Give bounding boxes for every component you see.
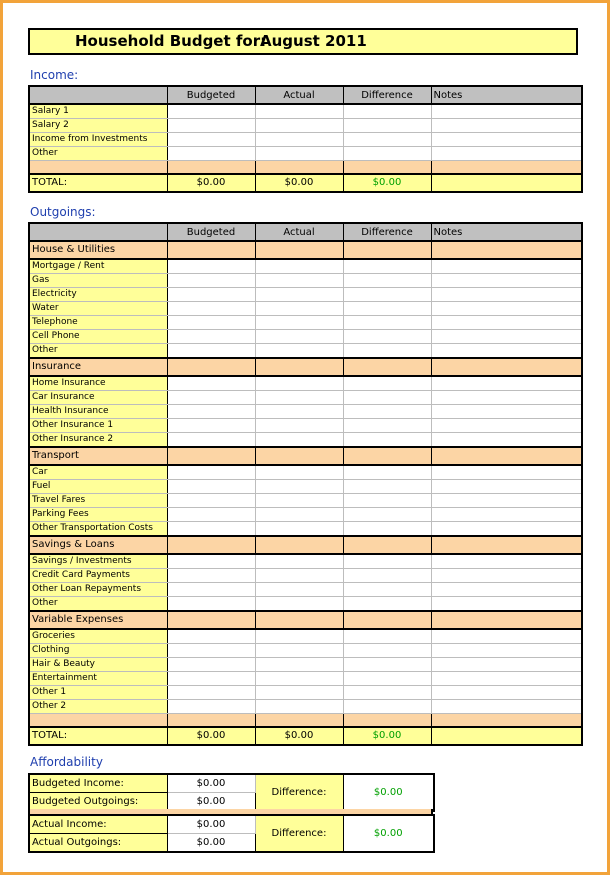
outgoings-item-actual-cell[interactable] — [255, 569, 343, 583]
outgoings-header-budgeted: Budgeted — [167, 223, 255, 241]
income-item-budgeted-cell[interactable] — [167, 119, 255, 133]
outgoings-item-difference-cell[interactable] — [343, 508, 431, 522]
outgoings-item-budgeted-cell[interactable] — [167, 330, 255, 344]
outgoings-item-label: Other — [29, 344, 167, 359]
budgeted-income-label: Budgeted Income: — [29, 774, 167, 793]
income-item-actual-cell[interactable] — [255, 119, 343, 133]
income-item-actual-cell[interactable] — [255, 147, 343, 161]
outgoings-item-budgeted-cell[interactable] — [167, 597, 255, 612]
outgoings-item-notes-cell[interactable] — [431, 419, 582, 433]
income-item-budgeted-cell[interactable] — [167, 133, 255, 147]
outgoings-item-notes-cell[interactable] — [431, 302, 582, 316]
outgoings-item-difference-cell[interactable] — [343, 554, 431, 569]
outgoings-item-row — [29, 644, 582, 658]
outgoings-total-notes[interactable] — [431, 727, 582, 745]
budgeted-difference-label: Difference: — [255, 774, 343, 811]
outgoings-item-budgeted-cell[interactable] — [167, 686, 255, 700]
outgoings-item-notes-cell[interactable] — [431, 330, 582, 344]
budgeted-income-value: $0.00 — [167, 774, 255, 793]
outgoings-item-difference-cell[interactable] — [343, 672, 431, 686]
outgoings-item-notes-cell[interactable] — [431, 376, 582, 391]
income-item-row — [29, 147, 582, 161]
outgoings-item-notes-cell[interactable] — [431, 569, 582, 583]
outgoings-item-difference-cell[interactable] — [343, 644, 431, 658]
outgoings-item-row — [29, 330, 582, 344]
outgoings-item-label: Hair & Beauty — [29, 658, 167, 672]
income-item-label: Income from Investments — [29, 133, 167, 147]
outgoings-item-difference-cell[interactable] — [343, 480, 431, 494]
outgoings-group-name: Transport — [29, 447, 167, 465]
income-item-notes-cell[interactable] — [431, 133, 582, 147]
outgoings-item-notes-cell[interactable] — [431, 672, 582, 686]
outgoings-item-actual-cell[interactable] — [255, 274, 343, 288]
income-item-label: Other — [29, 147, 167, 161]
income-header-difference: Difference — [343, 86, 431, 104]
outgoings-item-notes-cell[interactable] — [431, 554, 582, 569]
outgoings-item-row — [29, 465, 582, 480]
outgoings-item-actual-cell[interactable] — [255, 391, 343, 405]
income-item-notes-cell[interactable] — [431, 104, 582, 119]
income-item-row — [29, 133, 582, 147]
outgoings-item-notes-cell[interactable] — [431, 480, 582, 494]
outgoings-item-notes-cell[interactable] — [431, 629, 582, 644]
outgoings-item-label: Car — [29, 465, 167, 480]
outgoings-group-row — [29, 358, 582, 376]
outgoings-item-row — [29, 376, 582, 391]
outgoings-item-difference-cell[interactable] — [343, 302, 431, 316]
outgoings-total-budgeted: $0.00 — [167, 727, 255, 745]
outgoings-spacer-row — [29, 714, 582, 728]
outgoings-item-row — [29, 658, 582, 672]
outgoings-item-budgeted-cell[interactable] — [167, 522, 255, 537]
outgoings-item-budgeted-cell[interactable] — [167, 344, 255, 359]
outgoings-item-difference-cell[interactable] — [343, 522, 431, 537]
outgoings-item-difference-cell[interactable] — [343, 344, 431, 359]
outgoings-item-notes-cell[interactable] — [431, 686, 582, 700]
outgoings-item-budgeted-cell[interactable] — [167, 465, 255, 480]
income-header-blank — [29, 86, 167, 104]
outgoings-item-notes-cell[interactable] — [431, 700, 582, 714]
outgoings-item-notes-cell[interactable] — [431, 274, 582, 288]
outgoings-item-difference-cell[interactable] — [343, 288, 431, 302]
outgoings-item-actual-cell[interactable] — [255, 629, 343, 644]
outgoings-item-label: Home Insurance — [29, 376, 167, 391]
actual-income-label: Actual Income: — [29, 815, 167, 834]
outgoings-item-budgeted-cell[interactable] — [167, 480, 255, 494]
outgoings-group-name: House & Utilities — [29, 241, 167, 259]
outgoings-item-row — [29, 405, 582, 419]
outgoings-item-notes-cell[interactable] — [431, 465, 582, 480]
outgoings-item-notes-cell[interactable] — [431, 391, 582, 405]
outgoings-item-notes-cell[interactable] — [431, 658, 582, 672]
outgoings-item-label: Water — [29, 302, 167, 316]
actual-difference-value: $0.00 — [343, 815, 434, 852]
outgoings-item-budgeted-cell[interactable] — [167, 433, 255, 448]
outgoings-item-actual-cell[interactable] — [255, 494, 343, 508]
outgoings-item-label: Savings / Investments — [29, 554, 167, 569]
outgoings-item-budgeted-cell[interactable] — [167, 494, 255, 508]
outgoings-total-actual: $0.00 — [255, 727, 343, 745]
outgoings-item-row — [29, 672, 582, 686]
outgoings-total-label: TOTAL: — [29, 727, 167, 745]
outgoings-item-label: Gas — [29, 274, 167, 288]
outgoings-item-difference-cell[interactable] — [343, 700, 431, 714]
outgoings-item-label: Groceries — [29, 629, 167, 644]
outgoings-item-actual-cell[interactable] — [255, 376, 343, 391]
outgoings-item-label: Health Insurance — [29, 405, 167, 419]
income-item-budgeted-cell[interactable] — [167, 104, 255, 119]
outgoings-item-actual-cell[interactable] — [255, 583, 343, 597]
outgoings-item-notes-cell[interactable] — [431, 316, 582, 330]
outgoings-item-row — [29, 522, 582, 537]
income-item-difference-cell[interactable] — [343, 133, 431, 147]
outgoings-item-label: Car Insurance — [29, 391, 167, 405]
outgoings-item-budgeted-cell[interactable] — [167, 658, 255, 672]
outgoings-item-budgeted-cell[interactable] — [167, 569, 255, 583]
budgeted-difference-value: $0.00 — [343, 774, 434, 811]
outgoings-item-difference-cell[interactable] — [343, 391, 431, 405]
outgoings-item-budgeted-cell[interactable] — [167, 419, 255, 433]
outgoings-item-difference-cell[interactable] — [343, 686, 431, 700]
outgoings-group-name: Variable Expenses — [29, 611, 167, 629]
outgoings-item-budgeted-cell[interactable] — [167, 302, 255, 316]
budgeted-outgoings-label: Budgeted Outgoings: — [29, 793, 167, 812]
outgoings-item-notes-cell[interactable] — [431, 597, 582, 612]
income-item-notes-cell[interactable] — [431, 147, 582, 161]
outgoings-item-difference-cell[interactable] — [343, 629, 431, 644]
outgoings-item-row — [29, 259, 582, 274]
income-item-difference-cell[interactable] — [343, 104, 431, 119]
outgoings-item-row — [29, 686, 582, 700]
outgoings-item-budgeted-cell[interactable] — [167, 405, 255, 419]
outgoings-item-label: Credit Card Payments — [29, 569, 167, 583]
income-item-actual-cell[interactable] — [255, 133, 343, 147]
income-item-budgeted-cell[interactable] — [167, 147, 255, 161]
outgoings-item-actual-cell[interactable] — [255, 644, 343, 658]
actual-income-value: $0.00 — [167, 815, 255, 834]
outgoings-item-row — [29, 288, 582, 302]
outgoings-group-name: Savings & Loans — [29, 536, 167, 554]
outgoings-group-row — [29, 241, 582, 259]
outgoings-item-budgeted-cell[interactable] — [167, 700, 255, 714]
outgoings-item-budgeted-cell[interactable] — [167, 644, 255, 658]
income-item-label: Salary 2 — [29, 119, 167, 133]
income-item-difference-cell[interactable] — [343, 147, 431, 161]
outgoings-item-actual-cell[interactable] — [255, 672, 343, 686]
outgoings-item-notes-cell[interactable] — [431, 494, 582, 508]
outgoings-item-notes-cell[interactable] — [431, 405, 582, 419]
outgoings-item-notes-cell[interactable] — [431, 259, 582, 274]
income-heading: Income: — [30, 68, 79, 82]
outgoings-item-row — [29, 597, 582, 612]
outgoings-item-actual-cell[interactable] — [255, 522, 343, 537]
income-header-budgeted: Budgeted — [167, 86, 255, 104]
outgoings-item-notes-cell[interactable] — [431, 583, 582, 597]
outgoings-item-notes-cell[interactable] — [431, 433, 582, 448]
outgoings-item-budgeted-cell[interactable] — [167, 288, 255, 302]
outgoings-item-difference-cell[interactable] — [343, 259, 431, 274]
outgoings-item-label: Parking Fees — [29, 508, 167, 522]
income-total-notes[interactable] — [431, 174, 582, 192]
outgoings-total-difference: $0.00 — [343, 727, 431, 745]
actual-outgoings-label: Actual Outgoings: — [29, 834, 167, 853]
outgoings-item-label: Other 1 — [29, 686, 167, 700]
outgoings-item-difference-cell[interactable] — [343, 569, 431, 583]
outgoings-item-actual-cell[interactable] — [255, 405, 343, 419]
outgoings-item-row — [29, 344, 582, 359]
outgoings-item-budgeted-cell[interactable] — [167, 391, 255, 405]
outgoings-item-difference-cell[interactable] — [343, 658, 431, 672]
outgoings-item-actual-cell[interactable] — [255, 465, 343, 480]
outgoings-item-label: Other Transportation Costs — [29, 522, 167, 537]
outgoings-item-actual-cell[interactable] — [255, 686, 343, 700]
outgoings-item-difference-cell[interactable] — [343, 376, 431, 391]
income-item-actual-cell[interactable] — [255, 104, 343, 119]
outgoings-item-row — [29, 629, 582, 644]
outgoings-item-difference-cell[interactable] — [343, 419, 431, 433]
outgoings-item-difference-cell[interactable] — [343, 494, 431, 508]
outgoings-item-notes-cell[interactable] — [431, 508, 582, 522]
outgoings-item-label: Travel Fares — [29, 494, 167, 508]
outgoings-item-notes-cell[interactable] — [431, 288, 582, 302]
title-banner — [28, 28, 578, 55]
income-total-row — [29, 174, 582, 192]
outgoings-item-label: Entertainment — [29, 672, 167, 686]
outgoings-group-row — [29, 536, 582, 554]
income-total-label: TOTAL: — [29, 174, 167, 192]
income-total-difference: $0.00 — [343, 174, 431, 192]
budgeted-outgoings-value: $0.00 — [167, 793, 255, 812]
outgoings-item-label: Telephone — [29, 316, 167, 330]
outgoings-item-actual-cell[interactable] — [255, 597, 343, 612]
outgoings-header-difference: Difference — [343, 223, 431, 241]
outgoings-item-row — [29, 419, 582, 433]
outgoings-item-row — [29, 554, 582, 569]
outgoings-item-actual-cell[interactable] — [255, 330, 343, 344]
outgoings-item-budgeted-cell[interactable] — [167, 376, 255, 391]
outgoings-header-blank — [29, 223, 167, 241]
budget-sheet — [3, 3, 607, 872]
outgoings-item-actual-cell[interactable] — [255, 344, 343, 359]
outgoings-item-label: Other Loan Repayments — [29, 583, 167, 597]
outgoings-item-actual-cell[interactable] — [255, 480, 343, 494]
outgoings-item-row — [29, 569, 582, 583]
outgoings-item-row — [29, 480, 582, 494]
income-header-actual: Actual — [255, 86, 343, 104]
outgoings-item-difference-cell[interactable] — [343, 597, 431, 612]
outgoings-total-row — [29, 727, 582, 745]
outgoings-header-notes: Notes — [431, 223, 582, 241]
outgoings-item-actual-cell[interactable] — [255, 288, 343, 302]
outgoings-item-budgeted-cell[interactable] — [167, 316, 255, 330]
income-total-budgeted: $0.00 — [167, 174, 255, 192]
outgoings-item-actual-cell[interactable] — [255, 554, 343, 569]
outgoings-item-actual-cell[interactable] — [255, 316, 343, 330]
outgoings-item-notes-cell[interactable] — [431, 522, 582, 537]
outgoings-item-label: Other 2 — [29, 700, 167, 714]
outgoings-item-budgeted-cell[interactable] — [167, 259, 255, 274]
income-header-notes: Notes — [431, 86, 582, 104]
outgoings-item-difference-cell[interactable] — [343, 583, 431, 597]
outgoings-item-label: Other — [29, 597, 167, 612]
outgoings-item-row — [29, 700, 582, 714]
outgoings-item-actual-cell[interactable] — [255, 508, 343, 522]
outgoings-table — [28, 222, 583, 746]
outgoings-item-actual-cell[interactable] — [255, 700, 343, 714]
income-item-label: Salary 1 — [29, 104, 167, 119]
outgoings-item-difference-cell[interactable] — [343, 405, 431, 419]
outgoings-item-row — [29, 508, 582, 522]
outgoings-item-label: Mortgage / Rent — [29, 259, 167, 274]
outgoings-item-budgeted-cell[interactable] — [167, 672, 255, 686]
outgoings-group-name: Insurance — [29, 358, 167, 376]
outgoings-item-budgeted-cell[interactable] — [167, 629, 255, 644]
affordability-actual-table — [28, 814, 435, 853]
outgoings-item-difference-cell[interactable] — [343, 330, 431, 344]
affordability-budgeted-table — [28, 773, 435, 812]
income-item-row — [29, 104, 582, 119]
actual-difference-label: Difference: — [255, 815, 343, 852]
outgoings-item-notes-cell[interactable] — [431, 344, 582, 359]
outgoings-item-row — [29, 316, 582, 330]
income-item-row — [29, 119, 582, 133]
outgoings-item-row — [29, 302, 582, 316]
title-month: August 2011 — [260, 32, 367, 50]
outgoings-group-row — [29, 447, 582, 465]
outgoings-item-actual-cell[interactable] — [255, 302, 343, 316]
outgoings-item-difference-cell[interactable] — [343, 465, 431, 480]
outgoings-header-actual: Actual — [255, 223, 343, 241]
outgoings-item-budgeted-cell[interactable] — [167, 583, 255, 597]
income-table — [28, 85, 583, 193]
income-spacer-row — [29, 161, 582, 175]
outgoings-item-budgeted-cell[interactable] — [167, 274, 255, 288]
outgoings-item-row — [29, 433, 582, 448]
outgoings-item-actual-cell[interactable] — [255, 658, 343, 672]
outgoings-item-label: Fuel — [29, 480, 167, 494]
outgoings-item-row — [29, 494, 582, 508]
outgoings-item-actual-cell[interactable] — [255, 419, 343, 433]
outgoings-item-label: Other Insurance 1 — [29, 419, 167, 433]
outgoings-item-difference-cell[interactable] — [343, 316, 431, 330]
outgoings-heading: Outgoings: — [30, 205, 96, 219]
income-item-notes-cell[interactable] — [431, 119, 582, 133]
outgoings-item-budgeted-cell[interactable] — [167, 554, 255, 569]
outgoings-group-row — [29, 611, 582, 629]
actual-outgoings-value: $0.00 — [167, 834, 255, 853]
outgoings-item-notes-cell[interactable] — [431, 644, 582, 658]
outgoings-item-row — [29, 583, 582, 597]
outgoings-item-actual-cell[interactable] — [255, 259, 343, 274]
income-item-difference-cell[interactable] — [343, 119, 431, 133]
outgoings-item-row — [29, 274, 582, 288]
outgoings-item-label: Cell Phone — [29, 330, 167, 344]
affordability-heading: Affordability — [30, 755, 103, 769]
outgoings-item-label: Electricity — [29, 288, 167, 302]
outgoings-item-label: Clothing — [29, 644, 167, 658]
outgoings-item-actual-cell[interactable] — [255, 433, 343, 448]
outgoings-item-label: Other Insurance 2 — [29, 433, 167, 448]
title-label: Household Budget for: — [75, 32, 267, 50]
outgoings-item-difference-cell[interactable] — [343, 433, 431, 448]
income-total-actual: $0.00 — [255, 174, 343, 192]
outgoings-item-budgeted-cell[interactable] — [167, 508, 255, 522]
outgoings-item-difference-cell[interactable] — [343, 274, 431, 288]
outgoings-item-row — [29, 391, 582, 405]
